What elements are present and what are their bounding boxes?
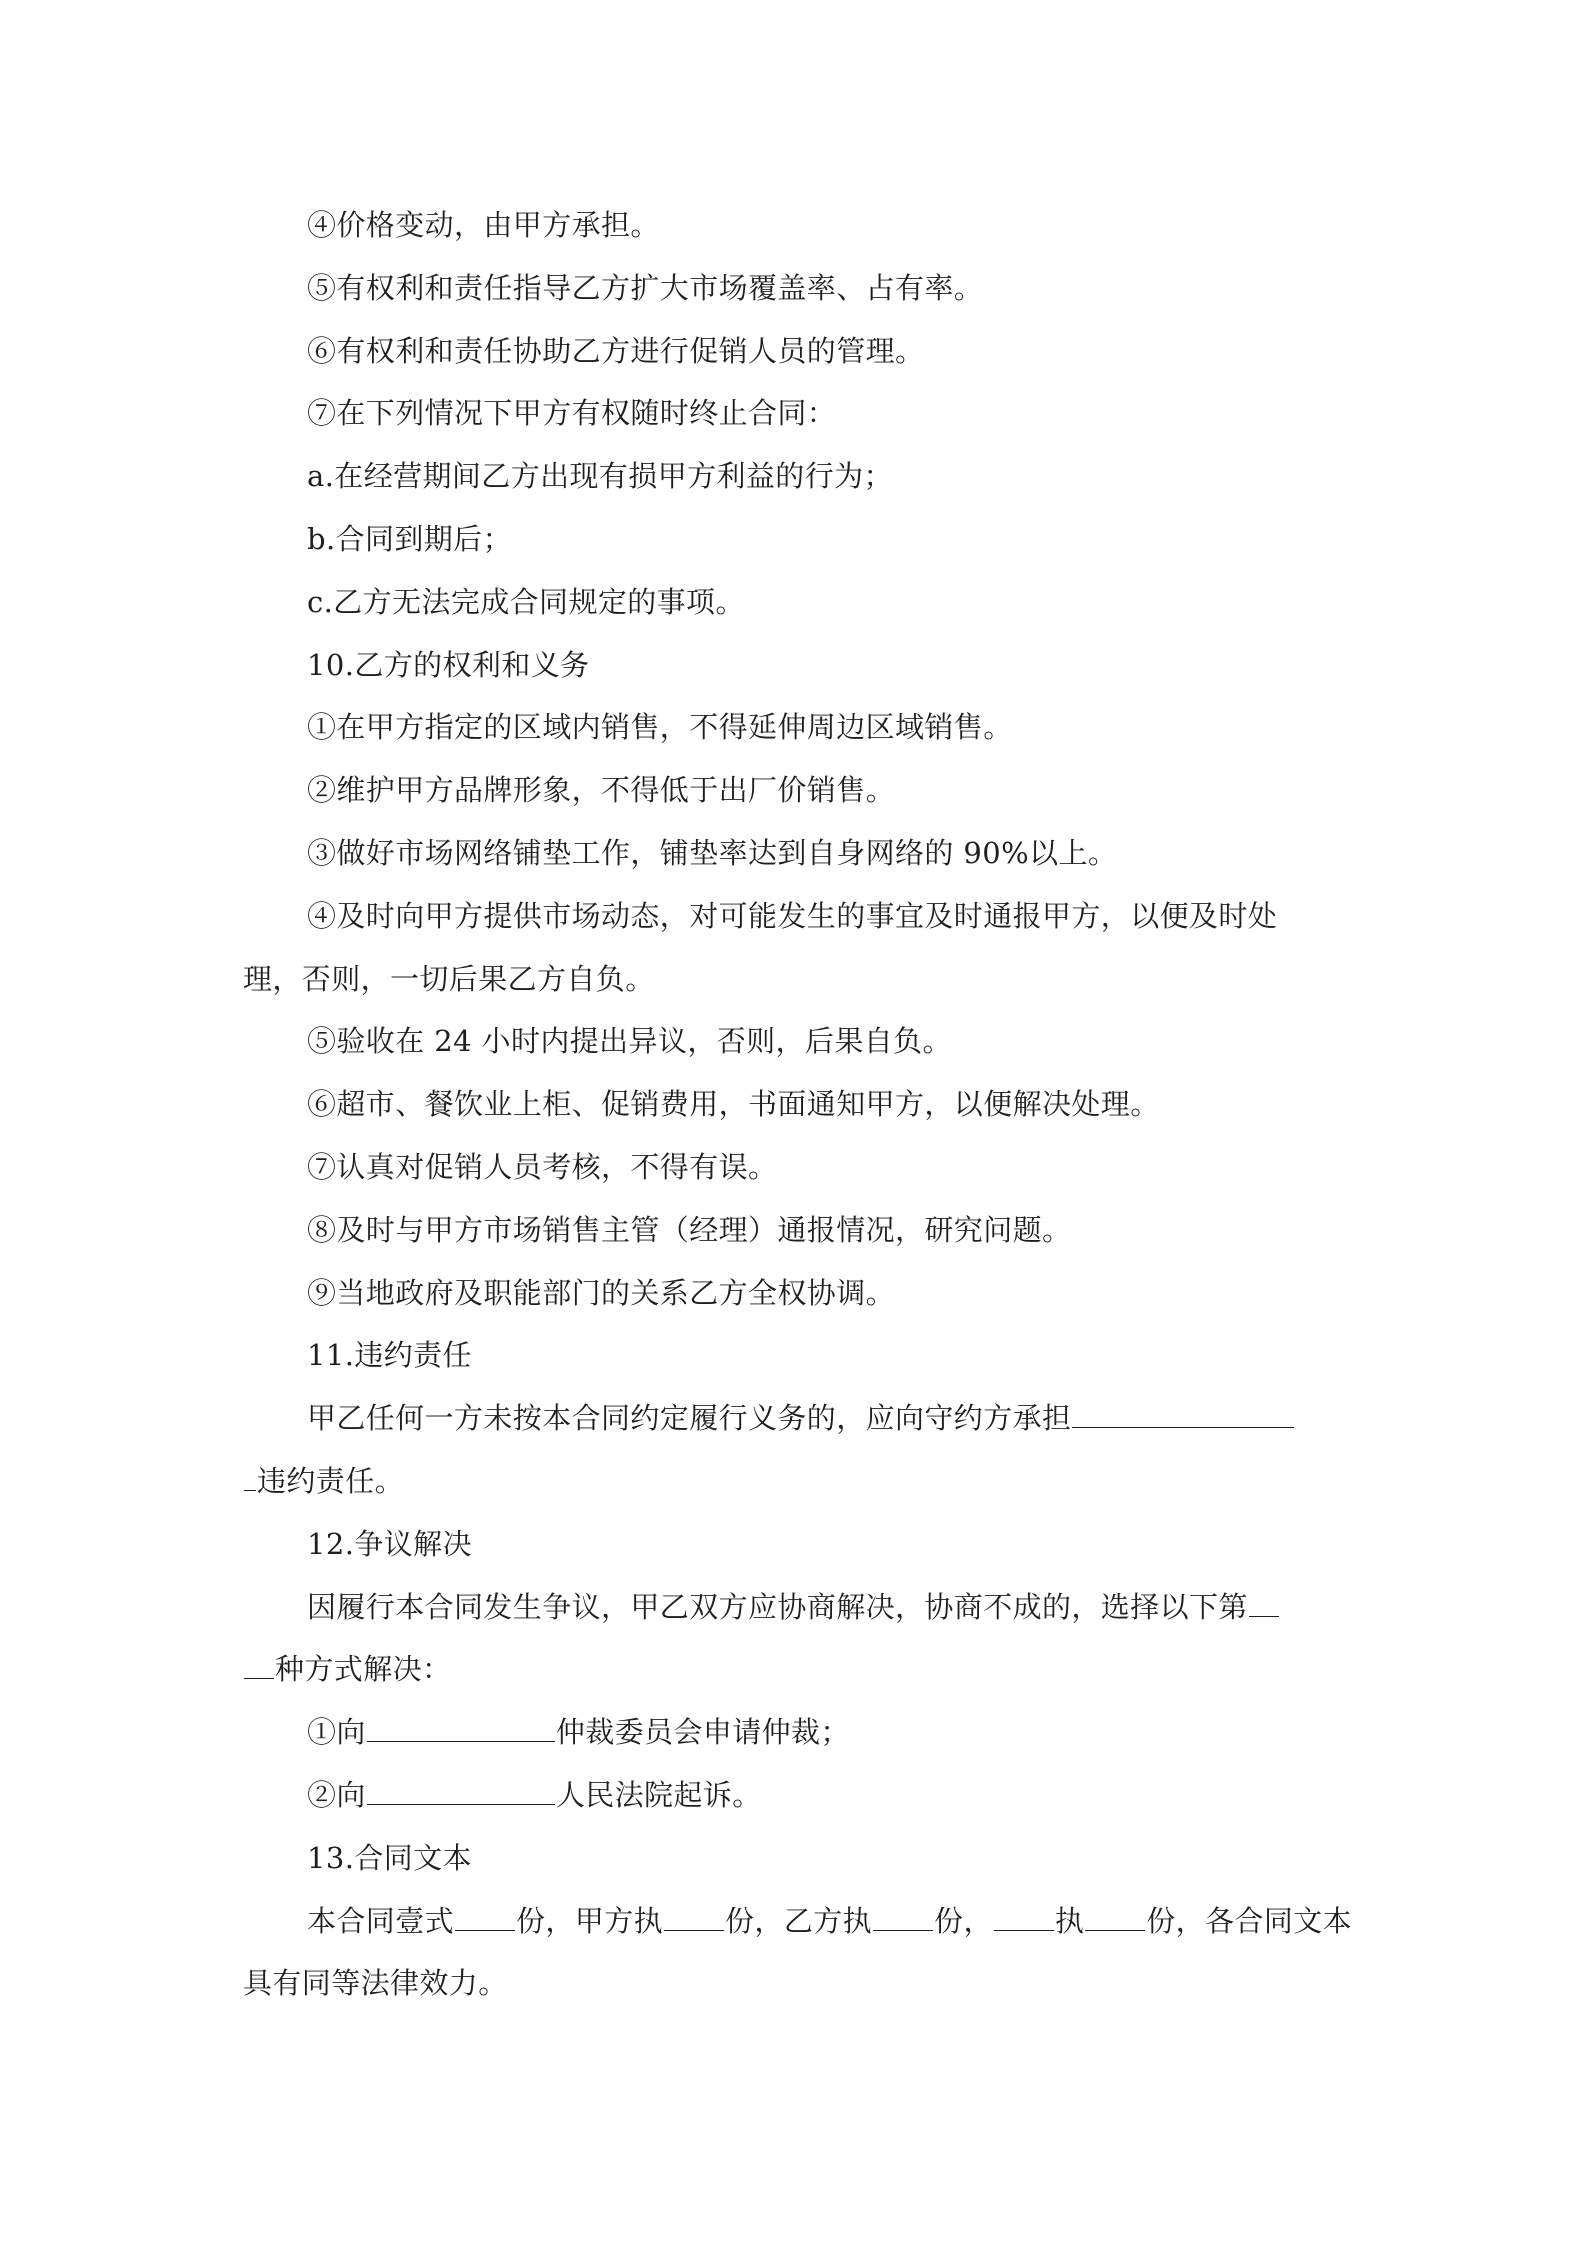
text-line: 理，否则，一切后果乙方自负。 [243,962,655,996]
fill-blank [244,1462,256,1491]
text-segment: 因履行本合同发生争议，甲乙双方应协商解决，协商不成的，选择以下第 [307,1590,1248,1624]
section-heading: 12.争议解决 [307,1527,472,1561]
text-segment: 种方式解决： [275,1652,452,1686]
section-heading: 13.合同文本 [307,1841,472,1875]
text-segment: 人民法院起诉。 [555,1778,762,1812]
text-line: ④及时向甲方提供市场动态，对可能发生的事宜及时通报甲方，以便及时处 [307,899,1278,933]
fill-blank [994,1902,1054,1931]
text-segment: 份， [934,1904,993,1938]
text-line: ②维护甲方品牌形象，不得低于出厂价销售。 [307,773,896,807]
text-segment: 执 [1054,1904,1085,1938]
text-line: ⑥超市、餐饮业上柜、促销费用，书面通知甲方，以便解决处理。 [307,1087,1160,1121]
text-line: ⑦在下列情况下甲方有权随时终止合同： [307,396,837,430]
text-line [243,1461,404,1501]
text-line: ①在甲方指定的区域内销售，不得延伸周边区域销售。 [307,710,1013,744]
text-segment: 份，乙方执 [725,1904,873,1938]
text-segment: 违约责任。 [257,1464,405,1498]
text-line [243,1649,451,1689]
text-segment: 份，甲方执 [516,1904,664,1938]
text-line [307,1775,762,1815]
text-segment: 甲乙任何一方未按本合同约定履行义务的，应向守约方承担 [307,1401,1072,1435]
fill-blank [1072,1399,1294,1428]
text-line [307,1901,1352,1941]
text-line [307,1587,1280,1627]
text-line: ③做好市场网络铺垫工作，铺垫率达到自身网络的 90%以上。 [307,836,1118,870]
text-line: 具有同等法律效力。 [243,1966,508,2000]
text-segment: ②向 [307,1778,366,1812]
section-heading: 10.乙方的权利和义务 [307,648,590,682]
text-line: ⑦认真对促销人员考核，不得有误。 [307,1150,778,1184]
fill-blank [1085,1902,1145,1931]
text-line: ④价格变动，由甲方承担。 [307,208,660,242]
fill-blank [1249,1588,1279,1617]
text-line: a.在经营期间乙方出现有损甲方利益的行为； [307,459,893,493]
text-segment: ①向 [307,1715,366,1749]
fill-blank [244,1650,274,1679]
fill-blank [367,1776,555,1805]
fill-blank [873,1902,933,1931]
text-line: c.乙方无法完成合同规定的事项。 [307,585,745,619]
text-line: ⑧及时与甲方市场销售主管（经理）通报情况，研究问题。 [307,1213,1072,1247]
text-line: ⑥有权利和责任协助乙方进行促销人员的管理。 [307,334,925,368]
text-line: b.合同到期后； [307,522,512,556]
fill-blank [455,1902,515,1931]
text-line [307,1398,1295,1438]
fill-blank [664,1902,724,1931]
fill-blank [367,1713,555,1742]
text-line: ⑨当地政府及职能部门的关系乙方全权协调。 [307,1276,896,1310]
text-line: ⑤有权利和责任指导乙方扩大市场覆盖率、占有率。 [307,271,984,305]
section-heading: 11.违约责任 [307,1338,472,1372]
text-segment: 本合同壹式 [307,1904,455,1938]
text-segment: 份，各合同文本 [1146,1904,1353,1938]
text-segment: 仲裁委员会申请仲裁； [555,1715,850,1749]
text-line [307,1712,850,1752]
text-line: ⑤验收在 24 小时内提出异议，否则，后果自负。 [307,1024,952,1058]
